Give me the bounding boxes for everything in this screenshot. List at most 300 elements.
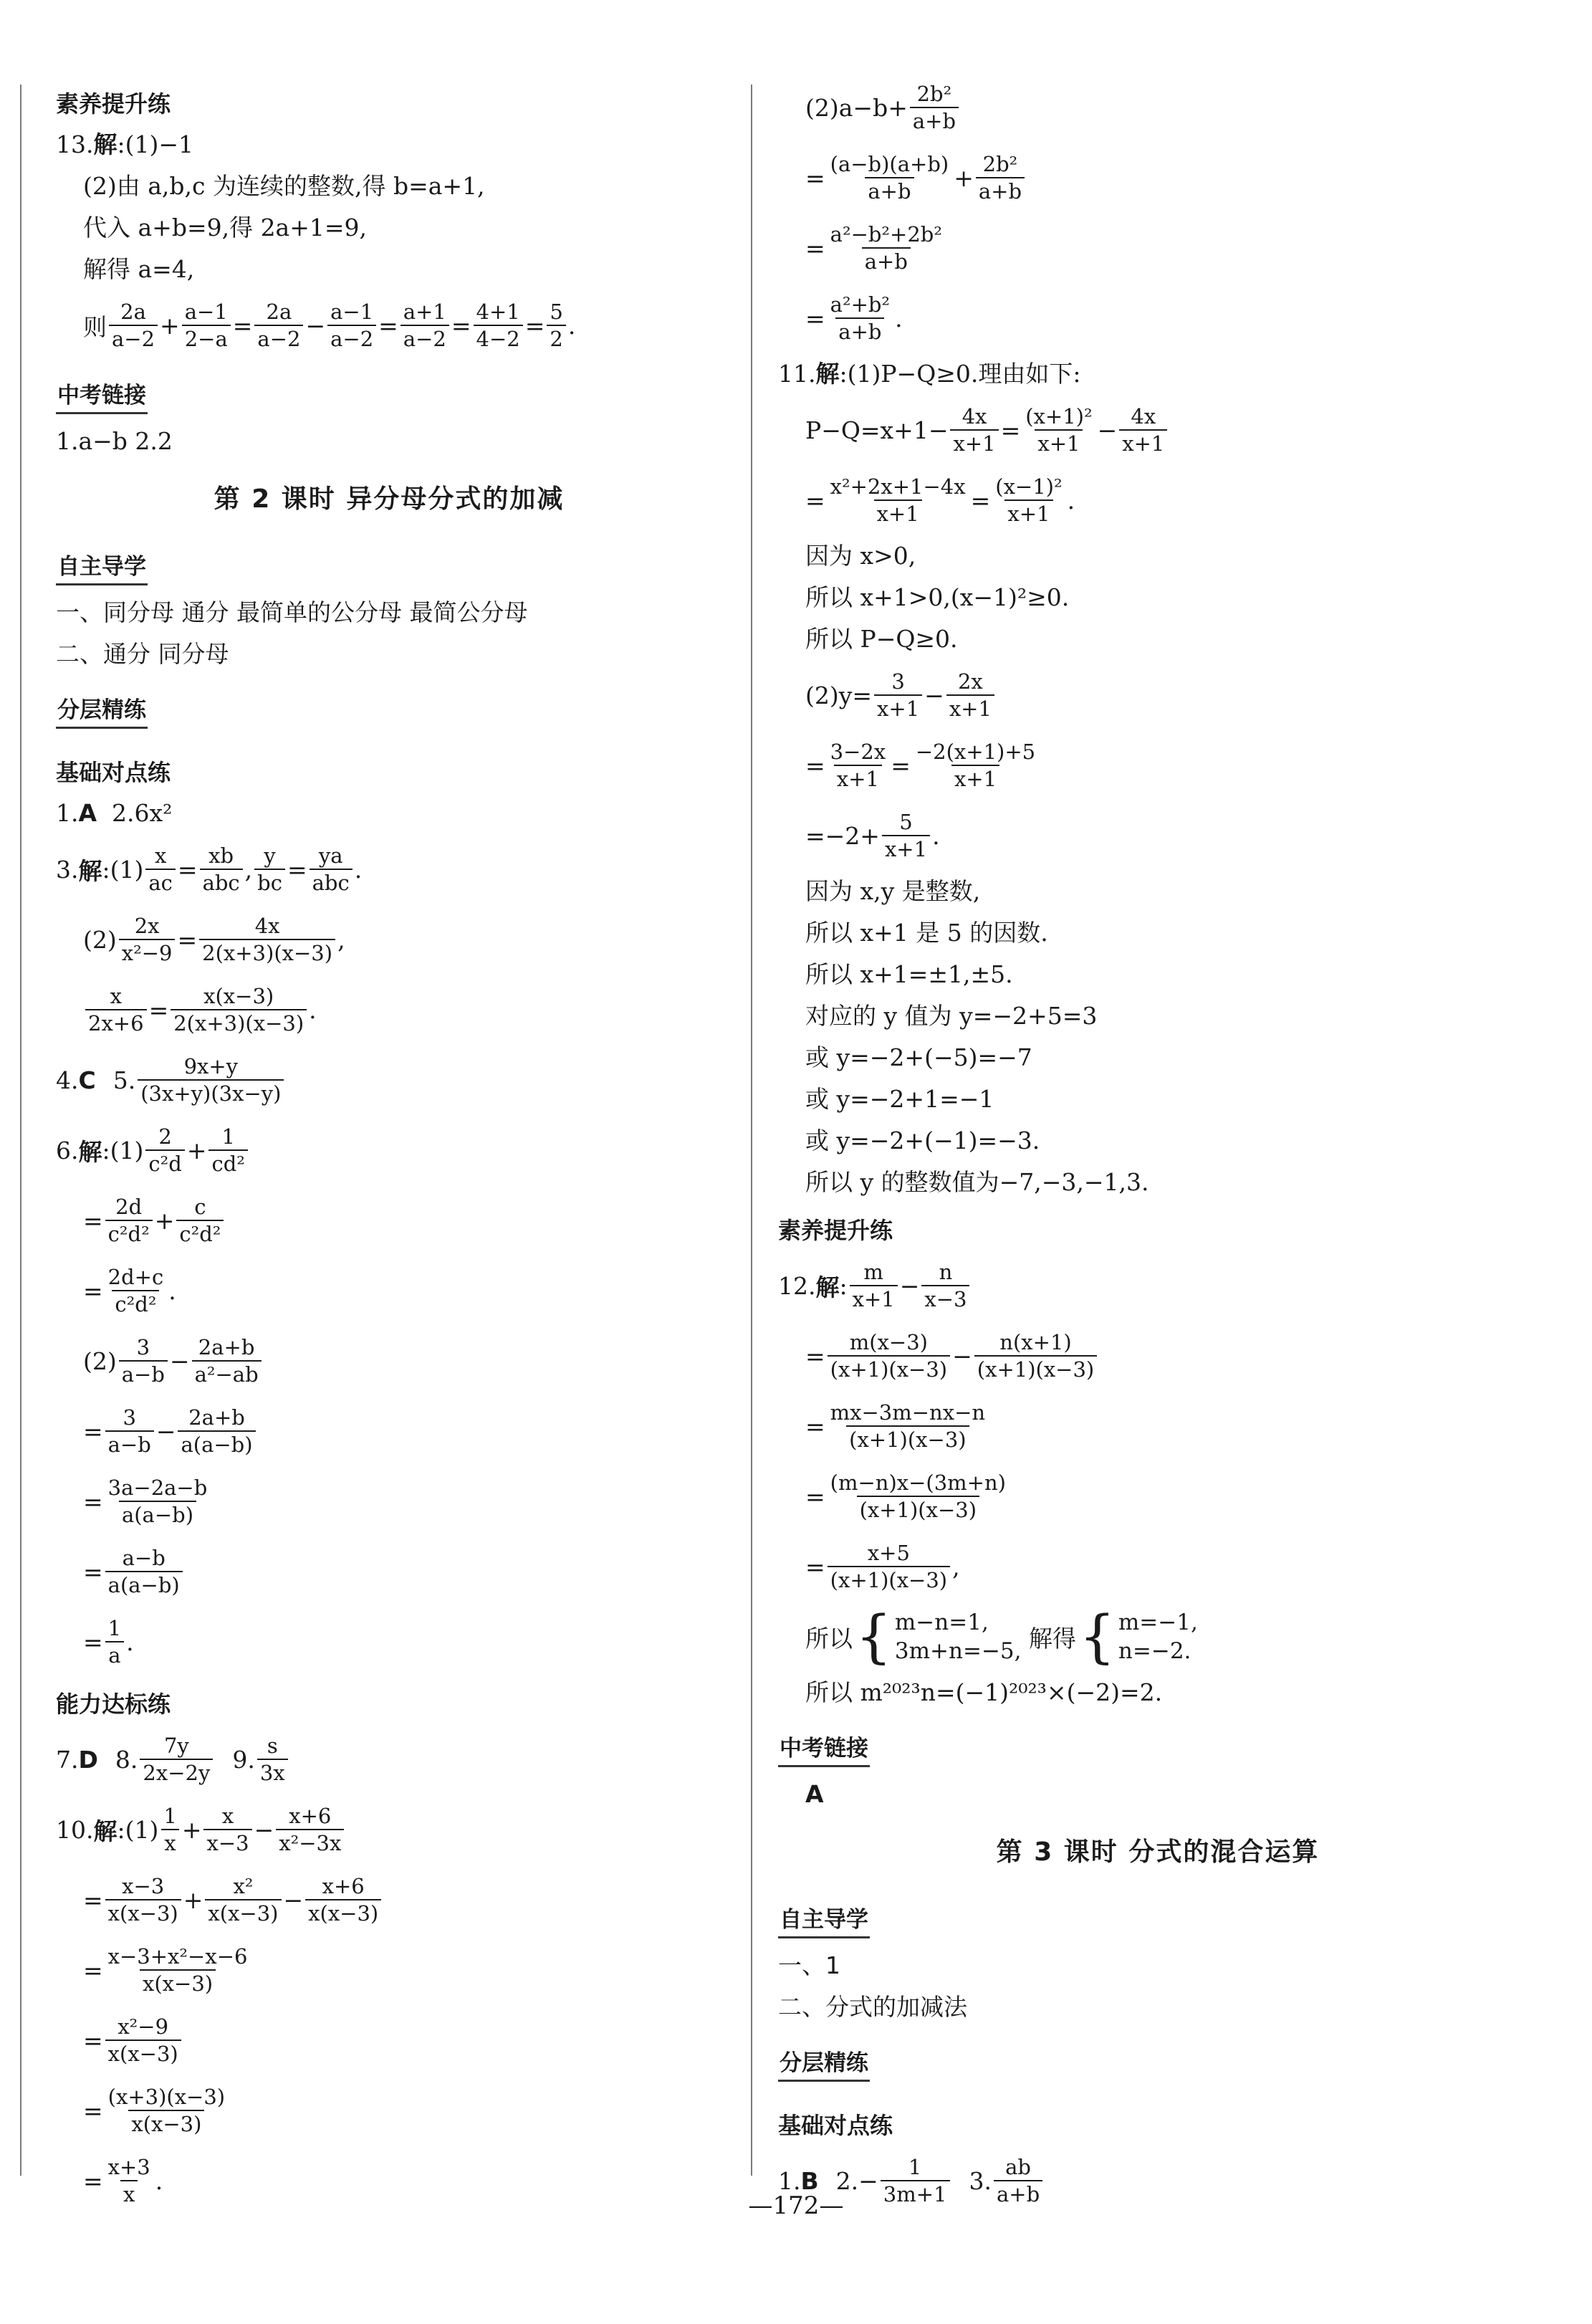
formula-line: [56, 1120, 722, 1180]
q13-line: [56, 129, 722, 161]
fraction: [171, 983, 307, 1036]
fraction: [145, 1124, 184, 1177]
numerator: 3a−2a−b: [107, 1476, 208, 1500]
boxed-heading: 中考链接: [56, 377, 148, 414]
math-text: (2): [83, 925, 117, 954]
fraction: [105, 1264, 167, 1317]
section-heading: 基础对点练: [56, 759, 171, 786]
equation-system: { m−n=1, 3m+n=−5,: [855, 1603, 1022, 1670]
math-text: =: [805, 486, 825, 515]
numerator: y: [264, 843, 276, 868]
math-text: 则: [83, 312, 107, 341]
boxed-heading: 自主导学: [56, 548, 148, 585]
denominator: 2(x+3)(x−3): [171, 1009, 307, 1036]
numerator: 1: [908, 2155, 922, 2179]
fraction: [992, 474, 1065, 527]
boxed-heading: 自主导学: [778, 1901, 870, 1938]
fraction: [828, 1470, 1009, 1523]
equation: m−n=1,: [894, 1610, 989, 1635]
fraction: [254, 843, 285, 896]
numerator: 2b²: [916, 82, 952, 106]
q-text: :(1)−1: [117, 130, 193, 158]
numerator: a−1: [184, 300, 228, 324]
math-text: =: [83, 2166, 103, 2195]
answer-line: [56, 798, 722, 829]
formula-line: [56, 1729, 722, 1789]
math-text: =: [805, 1552, 825, 1581]
text-line: 所以 x+1>0,(x−1)²≥0.: [805, 583, 1070, 611]
denominator: 2(x+3)(x−3): [199, 939, 335, 966]
math-text: :: [839, 1271, 848, 1300]
numerator: 1: [221, 1124, 235, 1149]
math-text: +: [160, 311, 180, 340]
formula-line: [56, 1940, 722, 2000]
denominator: a+b: [910, 107, 959, 134]
fraction: [105, 1194, 153, 1247]
math-text: =: [805, 751, 825, 780]
math-text: 5.: [112, 1066, 136, 1094]
numerator: x: [110, 984, 122, 1008]
formula-line: [778, 77, 1538, 138]
math-text: 3.: [969, 2166, 992, 2195]
denominator: a(a−b): [105, 1571, 183, 1598]
formula-line: [778, 1326, 1538, 1386]
section-heading: 素养提升练: [778, 1217, 893, 1244]
numerator: 2a: [266, 300, 292, 324]
numerator: a²+b²: [830, 292, 891, 317]
q-num: 1.: [56, 799, 79, 827]
fraction: [105, 2014, 181, 2067]
denominator: x²−9: [119, 939, 176, 966]
math-text: +: [181, 1815, 202, 1844]
math-text: =: [378, 311, 398, 340]
fraction: [192, 1334, 262, 1387]
formula-line: [778, 735, 1538, 795]
numerator: 2a+b: [188, 1405, 245, 1430]
denominator: cd²: [208, 1149, 247, 1177]
math-text: −: [899, 1271, 920, 1300]
fraction: [310, 843, 353, 896]
fraction: [327, 299, 376, 352]
fraction: [199, 913, 335, 966]
numerator: 9x+y: [183, 1054, 239, 1079]
fraction: [160, 1803, 179, 1856]
math-text: =: [805, 1412, 825, 1440]
denominator: x(x−3): [140, 1969, 216, 1997]
numerator: a−1: [330, 300, 374, 324]
denominator: a+b: [865, 177, 914, 204]
fraction: [119, 1334, 168, 1387]
left-column: [56, 86, 722, 2221]
math-text: =−2+: [805, 821, 880, 850]
boxed-heading: 中考链接: [778, 1730, 870, 1767]
numerator: x+5: [867, 1541, 910, 1565]
math-text: =: [83, 2096, 103, 2125]
fraction: [1022, 403, 1095, 456]
text-line: 所以 x+1 是 5 的因数.: [805, 919, 1048, 947]
jie: 解: [93, 130, 118, 158]
numerator: (x−1)²: [995, 474, 1063, 499]
math-text: 7.: [56, 1745, 79, 1774]
fraction: [182, 299, 231, 352]
fraction: [203, 1803, 251, 1856]
math-text: .: [932, 821, 940, 850]
text: 所以: [805, 1624, 853, 1653]
denominator: (x+1)(x−3): [828, 1355, 950, 1382]
fraction: [205, 1873, 281, 1926]
math-text: .: [354, 855, 363, 884]
fraction: [178, 1405, 255, 1458]
math-text: =: [83, 1276, 103, 1305]
numerator: 2x: [957, 669, 983, 694]
fraction: [257, 1733, 288, 1786]
denominator: a−2: [327, 325, 376, 352]
numerator: 2: [158, 1124, 172, 1149]
math-text: =: [805, 1482, 825, 1511]
jie: 解: [78, 856, 102, 885]
numerator: x²+2x+1−4x: [830, 474, 966, 499]
denominator: ac: [145, 869, 176, 896]
fraction: [140, 1733, 213, 1786]
numerator: 2d: [115, 1195, 143, 1219]
math-text: =: [805, 163, 825, 192]
denominator: 2x−2y: [140, 1759, 213, 1786]
fraction: [910, 81, 959, 134]
denominator: x+1: [1004, 499, 1052, 527]
right-column: [778, 77, 1538, 2221]
answer-line: 二、通分 同分母: [56, 640, 229, 668]
math-text: .: [309, 995, 317, 1024]
fraction: [828, 474, 969, 527]
math-text: ,: [337, 925, 345, 954]
formula-line: [778, 148, 1538, 208]
math-text: −: [169, 1347, 190, 1375]
fraction: [176, 1194, 224, 1247]
denominator: (x+1)(x−3): [857, 1496, 979, 1523]
fraction: [828, 292, 893, 345]
equation: m=−1,: [1118, 1610, 1198, 1635]
answer-choice: B: [800, 2166, 819, 2195]
formula-line: [56, 1541, 722, 1602]
q-num: 11.: [778, 360, 816, 388]
q-num: 13.: [56, 130, 94, 158]
denominator: (x+1)(x−3): [974, 1355, 1097, 1382]
section-heading: 素养提升练: [56, 90, 171, 118]
math-text: +: [183, 1885, 203, 1914]
denominator: a+b: [862, 247, 911, 274]
math-text: −: [952, 1342, 972, 1370]
denominator: 2: [547, 325, 565, 352]
math-text: ,: [244, 855, 253, 884]
jie: 解: [93, 1817, 118, 1845]
section-heading: 能力达标练: [56, 1691, 171, 1718]
math-text: =: [177, 855, 198, 884]
math-text: (2)y=: [805, 681, 873, 709]
numerator: a+1: [403, 300, 446, 324]
denominator: x(x−3): [105, 1899, 181, 1926]
answer-choice: A: [78, 799, 97, 827]
equation: 3m+n=−5,: [894, 1638, 1022, 1664]
fraction: [85, 983, 147, 1036]
fraction: [145, 843, 176, 896]
math-text: =: [83, 1627, 103, 1656]
fraction: [105, 1615, 124, 1668]
denominator: x(x−3): [305, 1899, 381, 1926]
math-text: (2): [83, 1347, 117, 1375]
numerator: xb: [208, 843, 234, 868]
jie: 解: [78, 1137, 102, 1166]
math-text: P−Q=x+1−: [805, 416, 949, 444]
answer-line: A: [805, 1780, 824, 1808]
numerator: ab: [1005, 2155, 1031, 2179]
fraction: [105, 1475, 211, 1528]
fraction: [254, 299, 303, 352]
denominator: x−3: [203, 1829, 251, 1856]
denominator: x+1: [882, 835, 930, 862]
text-line: 所以 x+1=±1,±5.: [805, 960, 1013, 988]
formula-line: [56, 1870, 722, 1930]
numerator: x+6: [289, 1804, 332, 1828]
denominator: x+1: [874, 499, 922, 527]
numerator: 2d+c: [107, 1265, 164, 1289]
numerator: 2x: [134, 914, 160, 938]
numerator: 2a+b: [198, 1335, 255, 1359]
text: 解得: [1029, 1624, 1076, 1653]
formula-line: [56, 295, 722, 355]
text-line: (2)由 a,b,c 为连续的整数,得 b=a+1,: [83, 172, 485, 200]
numerator: x+3: [107, 2155, 150, 2179]
numerator: n: [939, 1260, 953, 1284]
denominator: 2−a: [182, 325, 231, 352]
denominator: a(a−b): [178, 1430, 255, 1458]
math-text: =: [524, 311, 545, 340]
denominator: x+1: [950, 429, 998, 456]
numerator: ya: [318, 843, 343, 868]
fraction: [828, 1540, 950, 1593]
math-text: ,: [952, 1552, 960, 1581]
formula-line: [56, 1190, 722, 1251]
denominator: (x+1)(x−3): [846, 1425, 969, 1453]
numerator: 4x: [962, 404, 987, 429]
fraction: [305, 1873, 381, 1926]
numerator: 3: [891, 669, 905, 694]
jie: 解: [815, 360, 840, 388]
math-text: =: [83, 1956, 103, 1984]
denominator: a: [105, 1641, 123, 1668]
math-text: =: [451, 311, 471, 340]
formula-line: [56, 1050, 722, 1110]
math-text: =: [177, 925, 198, 954]
math-text: =: [83, 1885, 103, 1914]
fraction: [105, 1943, 251, 1997]
fraction: [105, 1545, 183, 1598]
fraction: [401, 299, 449, 352]
fraction: [1119, 403, 1167, 456]
denominator: x: [161, 1829, 178, 1856]
numerator: mx−3m−nx−n: [830, 1400, 986, 1425]
numerator: x(x−3): [203, 984, 274, 1008]
text-line: 因为 x,y 是整数,: [805, 877, 981, 905]
denominator: c²d: [145, 1149, 184, 1177]
denominator: x+1: [1035, 429, 1083, 456]
denominator: a−2: [401, 325, 449, 352]
fraction: [828, 221, 945, 274]
formula-line: [778, 400, 1538, 460]
formula-line: [778, 1536, 1538, 1597]
formula-line: [56, 1261, 722, 1321]
text-line: 所以 P−Q≥0.: [805, 625, 958, 653]
math-text: .: [567, 311, 576, 340]
math-text: =: [891, 751, 911, 780]
denominator: a−2: [109, 325, 158, 352]
answer-line: 一、同分母 通分 最简单的公分母 最简公分母: [56, 598, 528, 626]
fraction: [850, 1259, 898, 1312]
formula-line: [778, 805, 1538, 866]
fraction: [950, 403, 998, 456]
numerator: a²−b²+2b²: [830, 222, 942, 247]
denominator: a(a−b): [119, 1501, 196, 1528]
numerator: 1: [163, 1804, 177, 1828]
formula-line: [778, 470, 1538, 530]
denominator: (x+1)(x−3): [828, 1566, 950, 1593]
formula-line: [56, 1799, 722, 1860]
math-text: −: [254, 1815, 274, 1844]
numerator: 2b²: [982, 152, 1018, 176]
fraction: [119, 913, 176, 966]
denominator: 4−2: [474, 325, 523, 352]
denominator: 3x: [257, 1759, 288, 1786]
numerator: a−b: [122, 1546, 166, 1570]
page-number: —172—: [748, 2191, 844, 2220]
fraction: [828, 151, 952, 204]
math-text: +: [186, 1136, 207, 1165]
math-text: :(1): [102, 1136, 144, 1165]
numerator: x²−9: [118, 2014, 169, 2039]
numerator: (x+1)²: [1025, 404, 1093, 429]
math-text: .: [126, 1627, 134, 1656]
left-margin-line: [20, 85, 21, 2176]
equation: n=−2.: [1118, 1638, 1191, 1664]
denominator: abc: [200, 869, 243, 896]
denominator: a−b: [119, 1360, 168, 1387]
fraction: [105, 2084, 228, 2137]
denominator: c²d²: [112, 1290, 159, 1317]
fraction: [109, 299, 158, 352]
answer-line: 二、分式的加减法: [778, 1993, 967, 2021]
fraction: [828, 1329, 950, 1382]
fraction: [547, 299, 565, 352]
math-text: +: [954, 163, 974, 192]
fraction: [105, 1405, 154, 1458]
formula-line: [778, 288, 1538, 348]
fraction: [105, 1873, 181, 1926]
math-text: =: [805, 234, 825, 262]
denominator: x+1: [874, 694, 922, 722]
denominator: c²d²: [176, 1220, 224, 1247]
denominator: x(x−3): [128, 2110, 204, 2137]
math-text: =: [148, 995, 169, 1024]
math-text: =: [83, 2026, 103, 2055]
math-text: .: [155, 2166, 163, 2195]
denominator: x+1: [951, 765, 999, 792]
denominator: x+1: [850, 1285, 898, 1312]
denominator: a+b: [976, 177, 1025, 204]
fraction: [276, 1803, 344, 1856]
numerator: s: [267, 1734, 278, 1758]
math-text: =: [83, 1487, 103, 1516]
denominator: x(x−3): [105, 2040, 181, 2067]
text-line: 所以 m²⁰²³n=(−1)²⁰²³×(−2)=2.: [805, 1678, 1163, 1706]
numerator: x+6: [322, 1874, 365, 1898]
fraction: [974, 1329, 1097, 1382]
formula-line: [56, 909, 722, 970]
q-text: :(1)P−Q≥0.理由如下:: [839, 360, 1081, 388]
fraction: [200, 843, 243, 896]
numerator: 3−2x: [830, 740, 886, 764]
lesson-title: 第 2 课时 异分母分式的加减: [214, 484, 565, 514]
numerator: c: [194, 1195, 206, 1219]
jie: 解: [815, 1273, 840, 1301]
fraction: [138, 1053, 284, 1106]
denominator: a²−ab: [192, 1360, 262, 1387]
formula-line: [56, 1331, 722, 1391]
math-text: −: [1097, 416, 1118, 444]
denominator: x+1: [1119, 429, 1167, 456]
numerator: m: [863, 1260, 883, 1284]
q11-line: [778, 358, 1538, 390]
math-text: 2.−: [835, 2166, 878, 2195]
math-text: 1.: [778, 2166, 801, 2195]
numerator: 3: [136, 1335, 150, 1359]
answer-choice: D: [78, 1745, 98, 1774]
math-text: 4.: [56, 1066, 79, 1094]
numerator: 4x: [1131, 404, 1156, 429]
math-text: .: [168, 1276, 176, 1305]
denominator: x(x−3): [205, 1899, 281, 1926]
denominator: x+1: [946, 694, 994, 722]
denominator: a−b: [105, 1430, 154, 1458]
fraction: [976, 151, 1025, 204]
math-text: :(1): [102, 855, 144, 884]
numerator: x: [154, 843, 167, 868]
math-text: 3.: [56, 855, 79, 884]
answer-text: 2.6x²: [112, 799, 173, 827]
fraction: [828, 1400, 988, 1453]
numerator: 3: [123, 1405, 136, 1430]
denominator: abc: [310, 869, 353, 896]
boxed-heading: 分层精练: [778, 2045, 870, 2082]
math-text: .: [1067, 486, 1075, 515]
formula-line: [778, 1466, 1538, 1526]
fraction: [913, 739, 1038, 792]
denominator: (3x+y)(3x−y): [138, 1079, 284, 1106]
numerator: x: [221, 1804, 234, 1828]
column-divider: [751, 85, 752, 2176]
math-text: −: [924, 681, 944, 709]
numerator: 5: [550, 300, 563, 324]
formula-line: [56, 980, 722, 1040]
lesson-title: 第 3 课时 分式的混合运算: [996, 1837, 1320, 1867]
numerator: 5: [899, 810, 913, 834]
text-line: 解得 a=4,: [83, 255, 195, 283]
numerator: 1: [107, 1616, 122, 1640]
math-text: =: [83, 1417, 103, 1445]
math-text: =: [232, 311, 253, 340]
math-text: 6.: [56, 1136, 79, 1165]
formula-line: [56, 2010, 722, 2070]
boxed-heading: 分层精练: [56, 692, 148, 729]
text-line: 或 y=−2+1=−1: [805, 1085, 994, 1113]
